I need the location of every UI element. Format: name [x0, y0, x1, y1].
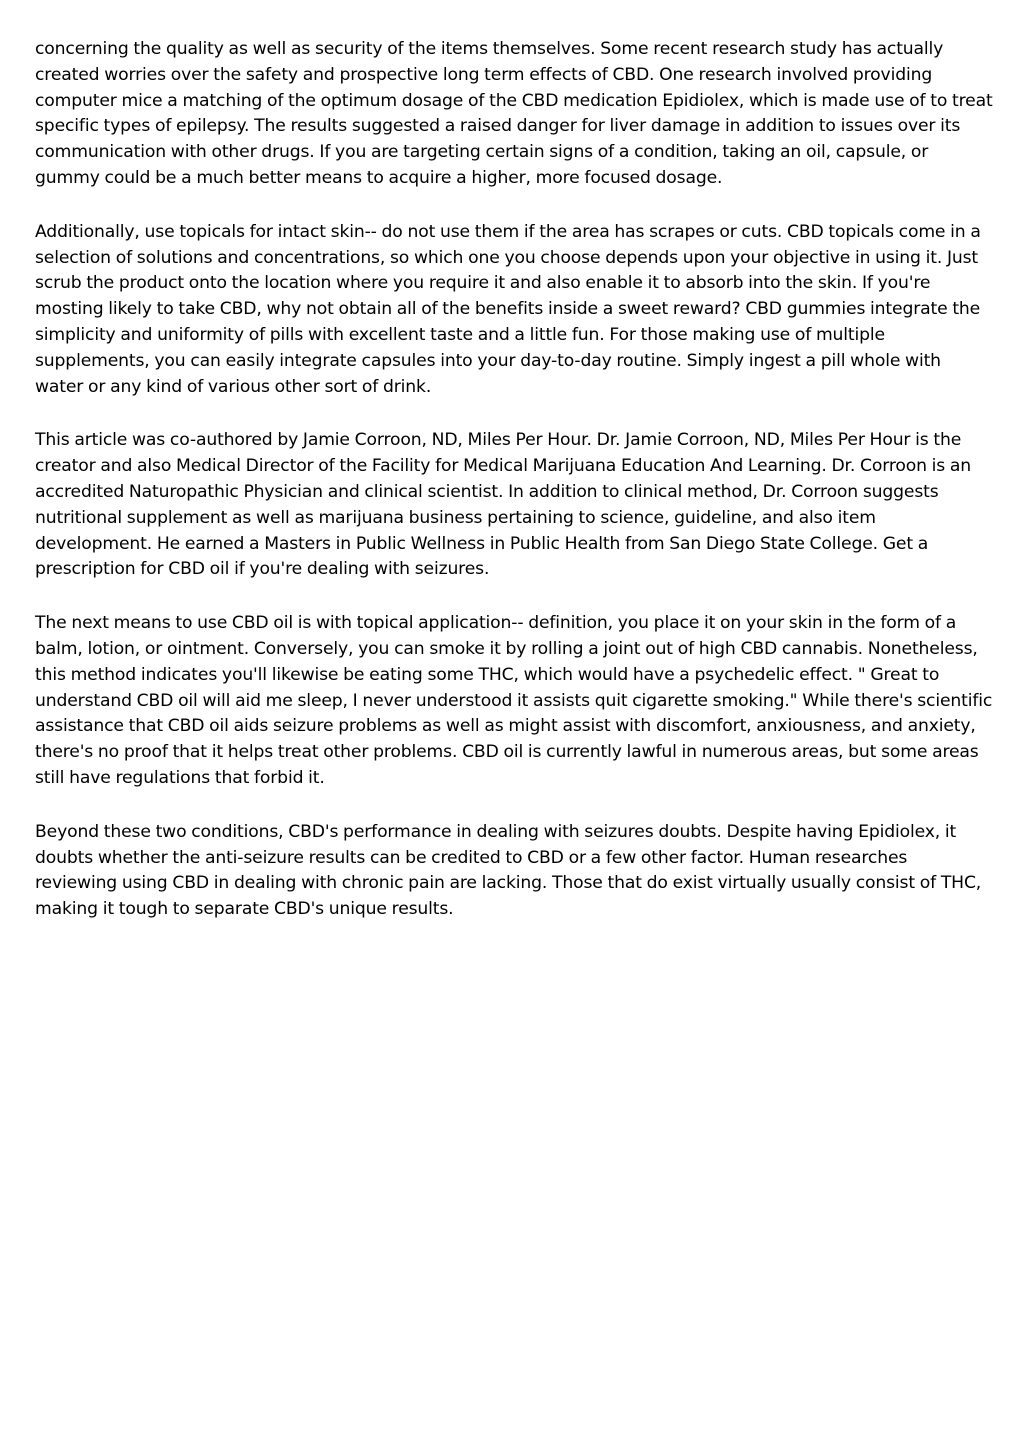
- paragraph-topicals: Additionally, use topicals for intact skin-- do not use them if the area has scrapes or cuts. CBD topicals come in a selection of solutions and concentrations, so which one you choose depends upon your objective in using it. Just scrub the product onto the location where you require it and also enable it to absorb into the skin. If you're mosting likely to take CBD, why not obtain all of the benefits inside a sweet reward? CBD gummies integrate the simplicity and uniformity of pills with excellent taste and a little fun. For those making use of multiple supplements, you can easily integrate capsules into your day-to-day routine. Simply ingest a pill whole with water or any kind of various other sort of drink.: [35, 221, 981, 397]
- document-body: [35, 37, 993, 951]
- paragraph-seizures: Beyond these two conditions, CBD's performance in dealing with seizures doubts. Despite having Epidiolex, it doubts whether the anti-seizure results can be credited to CBD or a few other factor. Human researches reviewing using CBD in dealing with chronic pain are lacking. Those that do exist virtually usually consist of THC, making it tough to separate CBD's unique results.: [35, 821, 982, 920]
- paragraph-topical-application: The next means to use CBD oil is with topical application-- definition, you place it on your skin in the form of a balm, lotion, or ointment. Conversely, you can smoke it by rolling a joint out of high CBD cannabis. Nonetheless, this method indicates you'll likewise be eating some THC, which would have a psychedelic effect. " Great to understand CBD oil will aid me sleep, I never understood it assists quit cigarette smoking." While there's scientific assistance that CBD oil aids seizure problems as well as might assist with discomfort, anxiousness, and anxiety, there's no proof that it helps treat other problems. CBD oil is currently lawful in numerous areas, but some areas still have regulations that forbid it.: [35, 613, 993, 788]
- paragraph-quality-safety: concerning the quality as well as security of the items themselves. Some recent research study has actually created worries over the safety and prospective long term effects of CBD. One research involved providing computer mice a matching of the optimum dosage of the CBD medication Epidiolex, which is made use of to treat specific types of epilepsy. The results suggested a raised danger for liver damage in addition to issues over its communication with other drugs. If you are targeting certain signs of a condition, taking an oil, capsule, or gummy could be a much better means to acquire a higher, more focused dosage.: [35, 39, 993, 188]
- paragraph-author: This article was co-authored by Jamie Corroon, ND, Miles Per Hour. Dr. Jamie Corroon, ND, Miles Per Hour is the creator and also Medical Director of the Facility for Medical Marijuana Education And Learning. Dr. Corroon is an accredited Naturopathic Physician and clinical scientist. In addition to clinical method, Dr. Corroon suggests nutritional supplement as well as marijuana business pertaining to science, guideline, and also item development. He earned a Masters in Public Wellness in Public Health from San Diego State College. Get a prescription for CBD oil if you're dealing with seizures.: [35, 430, 972, 580]
